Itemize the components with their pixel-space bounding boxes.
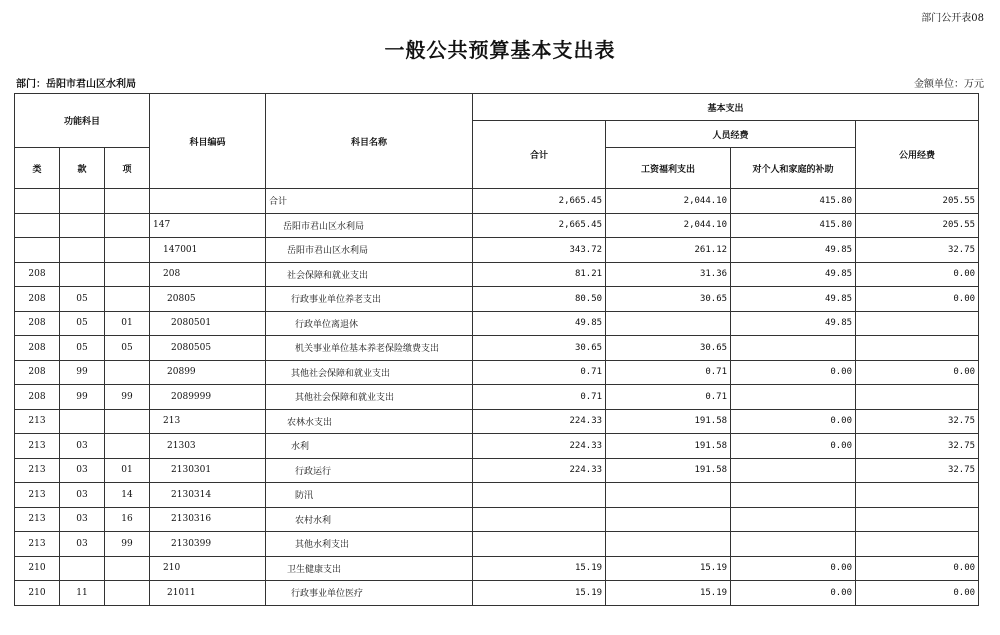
cell-item: 01 <box>105 311 150 336</box>
cell-public <box>856 311 979 336</box>
cell-section <box>60 213 105 238</box>
cell-section: 05 <box>60 287 105 312</box>
cell-total: 2,665.45 <box>473 213 606 238</box>
cell-item: 99 <box>105 385 150 410</box>
cell-salary <box>606 483 731 508</box>
cell-subject-name: 社会保障和就业支出 <box>266 262 473 287</box>
cell-item: 14 <box>105 483 150 508</box>
department-label: 部门：岳阳市君山区水利局 <box>16 79 136 90</box>
cell-public: 32.75 <box>856 434 979 459</box>
cell-subject-code: 210 <box>150 556 266 581</box>
cell-total <box>473 532 606 557</box>
cell-section: 03 <box>60 483 105 508</box>
cell-subject-name: 其他社会保障和就业支出 <box>266 360 473 385</box>
cell-public <box>856 385 979 410</box>
cell-public: 0.00 <box>856 287 979 312</box>
header-public: 公用经费 <box>856 121 979 189</box>
cell-section: 03 <box>60 532 105 557</box>
cell-subject-name: 行政事业单位养老支出 <box>266 287 473 312</box>
header-subject-code: 科目编码 <box>150 94 266 189</box>
cell-salary <box>606 311 731 336</box>
cell-salary: 30.65 <box>606 336 731 361</box>
table-row <box>15 287 979 312</box>
cell-section <box>60 189 105 214</box>
cell-item: 05 <box>105 336 150 361</box>
cell-subsidy: 49.85 <box>731 262 856 287</box>
header-personnel: 人员经费 <box>606 121 856 148</box>
cell-subject-code: 2130316 <box>150 507 266 532</box>
budget-table <box>14 93 979 606</box>
cell-class: 213 <box>15 483 60 508</box>
cell-subsidy <box>731 458 856 483</box>
cell-class: 208 <box>15 287 60 312</box>
cell-item <box>105 581 150 606</box>
cell-public: 32.75 <box>856 238 979 263</box>
cell-salary: 2,044.10 <box>606 189 731 214</box>
cell-section: 99 <box>60 385 105 410</box>
cell-public: 32.75 <box>856 458 979 483</box>
table-row <box>15 434 979 459</box>
cell-section <box>60 556 105 581</box>
cell-section: 11 <box>60 581 105 606</box>
cell-section: 03 <box>60 507 105 532</box>
cell-public <box>856 336 979 361</box>
header-basic-expense: 基本支出 <box>473 94 979 121</box>
cell-item <box>105 360 150 385</box>
cell-salary: 30.65 <box>606 287 731 312</box>
cell-public: 0.00 <box>856 581 979 606</box>
table-row <box>15 483 979 508</box>
cell-subject-name: 其他水利支出 <box>266 532 473 557</box>
cell-subject-code: 2080505 <box>150 336 266 361</box>
header-func-subject: 功能科目 <box>15 94 150 148</box>
cell-item <box>105 287 150 312</box>
cell-total: 2,665.45 <box>473 189 606 214</box>
cell-salary: 0.71 <box>606 385 731 410</box>
cell-subject-name: 行政单位离退休 <box>266 311 473 336</box>
cell-total: 15.19 <box>473 581 606 606</box>
cell-subject-name: 其他社会保障和就业支出 <box>266 385 473 410</box>
cell-subsidy <box>731 336 856 361</box>
cell-total: 30.65 <box>473 336 606 361</box>
cell-total <box>473 483 606 508</box>
cell-item: 01 <box>105 458 150 483</box>
header-section: 款 <box>60 148 105 189</box>
table-row <box>15 213 979 238</box>
cell-class: 208 <box>15 311 60 336</box>
cell-subject-name: 行政事业单位医疗 <box>266 581 473 606</box>
cell-class: 208 <box>15 360 60 385</box>
cell-section <box>60 409 105 434</box>
cell-public: 0.00 <box>856 556 979 581</box>
cell-class <box>15 213 60 238</box>
cell-section: 05 <box>60 311 105 336</box>
cell-subsidy: 0.00 <box>731 360 856 385</box>
cell-total: 0.71 <box>473 385 606 410</box>
cell-item <box>105 556 150 581</box>
cell-subsidy: 0.00 <box>731 581 856 606</box>
cell-total: 15.19 <box>473 556 606 581</box>
cell-subject-name: 农林水支出 <box>266 409 473 434</box>
header-class: 类 <box>15 148 60 189</box>
table-row <box>15 507 979 532</box>
cell-subsidy: 415.80 <box>731 189 856 214</box>
cell-section: 05 <box>60 336 105 361</box>
cell-subsidy: 0.00 <box>731 556 856 581</box>
cell-subject-code: 2089999 <box>150 385 266 410</box>
cell-item <box>105 189 150 214</box>
cell-class: 213 <box>15 507 60 532</box>
cell-total: 49.85 <box>473 311 606 336</box>
cell-section: 03 <box>60 458 105 483</box>
page-title: 一般公共预算基本支出表 <box>384 38 616 62</box>
cell-item <box>105 409 150 434</box>
table-row <box>15 581 979 606</box>
cell-subject-name: 卫生健康支出 <box>266 556 473 581</box>
cell-class: 210 <box>15 556 60 581</box>
cell-subsidy <box>731 385 856 410</box>
cell-item <box>105 238 150 263</box>
cell-total: 80.50 <box>473 287 606 312</box>
cell-total: 224.33 <box>473 458 606 483</box>
table-row <box>15 409 979 434</box>
header-salary: 工资福利支出 <box>606 148 731 189</box>
header-subject-name: 科目名称 <box>266 94 473 189</box>
cell-class: 213 <box>15 532 60 557</box>
cell-subject-name: 水利 <box>266 434 473 459</box>
cell-public: 0.00 <box>856 360 979 385</box>
header-item: 项 <box>105 148 150 189</box>
cell-public: 32.75 <box>856 409 979 434</box>
cell-total <box>473 507 606 532</box>
cell-section: 99 <box>60 360 105 385</box>
table-row <box>15 532 979 557</box>
cell-public <box>856 483 979 508</box>
cell-subject-name: 合计 <box>266 189 473 214</box>
cell-subject-code: 213 <box>150 409 266 434</box>
cell-subsidy: 49.85 <box>731 287 856 312</box>
cell-total: 224.33 <box>473 434 606 459</box>
unit-label: 金额单位：万元 <box>914 79 984 90</box>
cell-item <box>105 434 150 459</box>
cell-subject-name: 防汛 <box>266 483 473 508</box>
cell-subject-code: 147 <box>150 213 266 238</box>
cell-subject-code: 20805 <box>150 287 266 312</box>
cell-subsidy: 0.00 <box>731 434 856 459</box>
cell-item <box>105 262 150 287</box>
cell-section <box>60 238 105 263</box>
cell-subject-name: 农村水利 <box>266 507 473 532</box>
cell-class: 213 <box>15 409 60 434</box>
table-row <box>15 336 979 361</box>
header-total: 合计 <box>473 121 606 189</box>
cell-public <box>856 507 979 532</box>
cell-section <box>60 262 105 287</box>
table-row <box>15 556 979 581</box>
cell-class: 208 <box>15 336 60 361</box>
cell-public: 205.55 <box>856 189 979 214</box>
cell-public: 0.00 <box>856 262 979 287</box>
cell-subject-code: 21011 <box>150 581 266 606</box>
cell-subsidy: 49.85 <box>731 238 856 263</box>
cell-subsidy: 0.00 <box>731 409 856 434</box>
cell-section: 03 <box>60 434 105 459</box>
table-row <box>15 458 979 483</box>
cell-public <box>856 532 979 557</box>
cell-salary: 15.19 <box>606 581 731 606</box>
cell-salary: 15.19 <box>606 556 731 581</box>
cell-class <box>15 189 60 214</box>
cell-subject-code: 2080501 <box>150 311 266 336</box>
cell-item: 16 <box>105 507 150 532</box>
cell-subject-code: 2130399 <box>150 532 266 557</box>
cell-total: 343.72 <box>473 238 606 263</box>
cell-salary: 0.71 <box>606 360 731 385</box>
cell-class: 213 <box>15 458 60 483</box>
table-row <box>15 238 979 263</box>
cell-total: 81.21 <box>473 262 606 287</box>
cell-item <box>105 213 150 238</box>
cell-class <box>15 238 60 263</box>
cell-salary: 191.58 <box>606 434 731 459</box>
table-row <box>15 311 979 336</box>
form-number: 部门公开表08 <box>921 13 984 24</box>
cell-subject-name: 行政运行 <box>266 458 473 483</box>
cell-total: 224.33 <box>473 409 606 434</box>
cell-salary: 31.36 <box>606 262 731 287</box>
cell-class: 213 <box>15 434 60 459</box>
cell-subsidy <box>731 507 856 532</box>
cell-salary: 2,044.10 <box>606 213 731 238</box>
cell-subject-code <box>150 189 266 214</box>
table-row <box>15 189 979 214</box>
cell-class: 210 <box>15 581 60 606</box>
cell-subject-code: 20899 <box>150 360 266 385</box>
cell-public: 205.55 <box>856 213 979 238</box>
cell-salary: 261.12 <box>606 238 731 263</box>
cell-subsidy: 415.80 <box>731 213 856 238</box>
cell-salary: 191.58 <box>606 409 731 434</box>
cell-subject-name: 机关事业单位基本养老保险缴费支出 <box>266 336 473 361</box>
cell-subsidy <box>731 532 856 557</box>
cell-class: 208 <box>15 262 60 287</box>
cell-subject-code: 2130314 <box>150 483 266 508</box>
header-subsidy: 对个人和家庭的补助 <box>731 148 856 189</box>
cell-total: 0.71 <box>473 360 606 385</box>
table-row <box>15 385 979 410</box>
cell-class: 208 <box>15 385 60 410</box>
cell-subject-name: 岳阳市君山区水利局 <box>266 238 473 263</box>
table-row <box>15 262 979 287</box>
cell-salary: 191.58 <box>606 458 731 483</box>
cell-subject-name: 岳阳市君山区水利局 <box>266 213 473 238</box>
cell-salary <box>606 532 731 557</box>
cell-subject-code: 208 <box>150 262 266 287</box>
table-row <box>15 360 979 385</box>
cell-subsidy <box>731 483 856 508</box>
cell-subject-code: 21303 <box>150 434 266 459</box>
cell-subsidy: 49.85 <box>731 311 856 336</box>
cell-salary <box>606 507 731 532</box>
cell-item: 99 <box>105 532 150 557</box>
cell-subject-code: 2130301 <box>150 458 266 483</box>
cell-subject-code: 147001 <box>150 238 266 263</box>
